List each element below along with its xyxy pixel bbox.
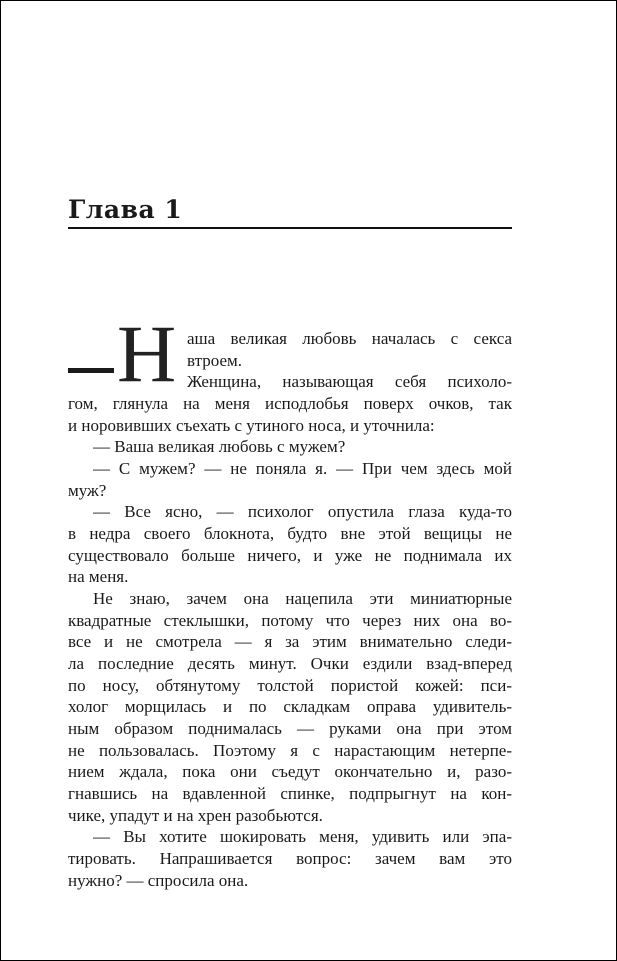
text-line: по носу, обтянутому толстой пористой кожей: пси- [68,676,512,695]
title-rule [68,227,512,229]
text-line: гом, глянула на меня исподлобья поверх очков, так [68,394,512,413]
text-line: тировать. Напрашивается вопрос: зачем вам это [68,849,512,868]
text-line: втроем. [187,351,243,370]
text-line: — Все ясно, — психолог опустила глаза куда-то [93,502,512,521]
text-line: в недра своего блокнота, будто вне этой вещицы не [68,524,512,543]
text-line: квадратные стеклышки, потому что через них она во- [68,611,512,630]
chapter-title: Глава 1 [68,195,183,224]
text-line: все и не смотрела — я за этим внимательно следи- [68,632,512,651]
text-line: и норовивших съехать с утиного носа, и уточнила: [68,416,435,435]
text-line: на меня. [68,567,129,586]
text-line: нужно? — спросила она. [68,871,249,890]
text-line: ла последние десять минут. Очки ездили взад-вперед [68,654,512,673]
drop-cap: Н [117,308,177,399]
text-line: не пользовалась. Поэтому я с нарастающим нетерпе- [68,741,512,760]
text-line: Не знаю, зачем она нацепила эти миниатюрные [93,589,512,608]
text-line: — Вы хотите шокировать меня, удивить или эпа- [93,827,512,846]
text-line: Женщина, называющая себя психоло- [187,372,512,391]
drop-cap-dash [68,368,114,373]
text-line: существовало больше ничего, и уже не поднимала их [68,546,512,565]
text-line: — Ваша великая любовь с мужем? [93,437,346,456]
text-line: нием ждала, пока они съедут окончательно и, разо- [68,762,512,781]
text-line: ным образом поднималась — руками она при этом [68,719,512,738]
text-line: муж? [68,481,107,500]
text-line: аша великая любовь началась с секса [187,329,512,348]
text-line: — С мужем? — не поняла я. — При чем здесь мой [93,459,512,478]
text-line: гнавшись на вдавленной спинке, подпрыгнут на кон- [68,784,512,803]
text-line: холог морщилась и по складкам оправа удивитель- [68,697,512,716]
text-line: чике, упадут и на хрен разобьются. [68,806,323,825]
